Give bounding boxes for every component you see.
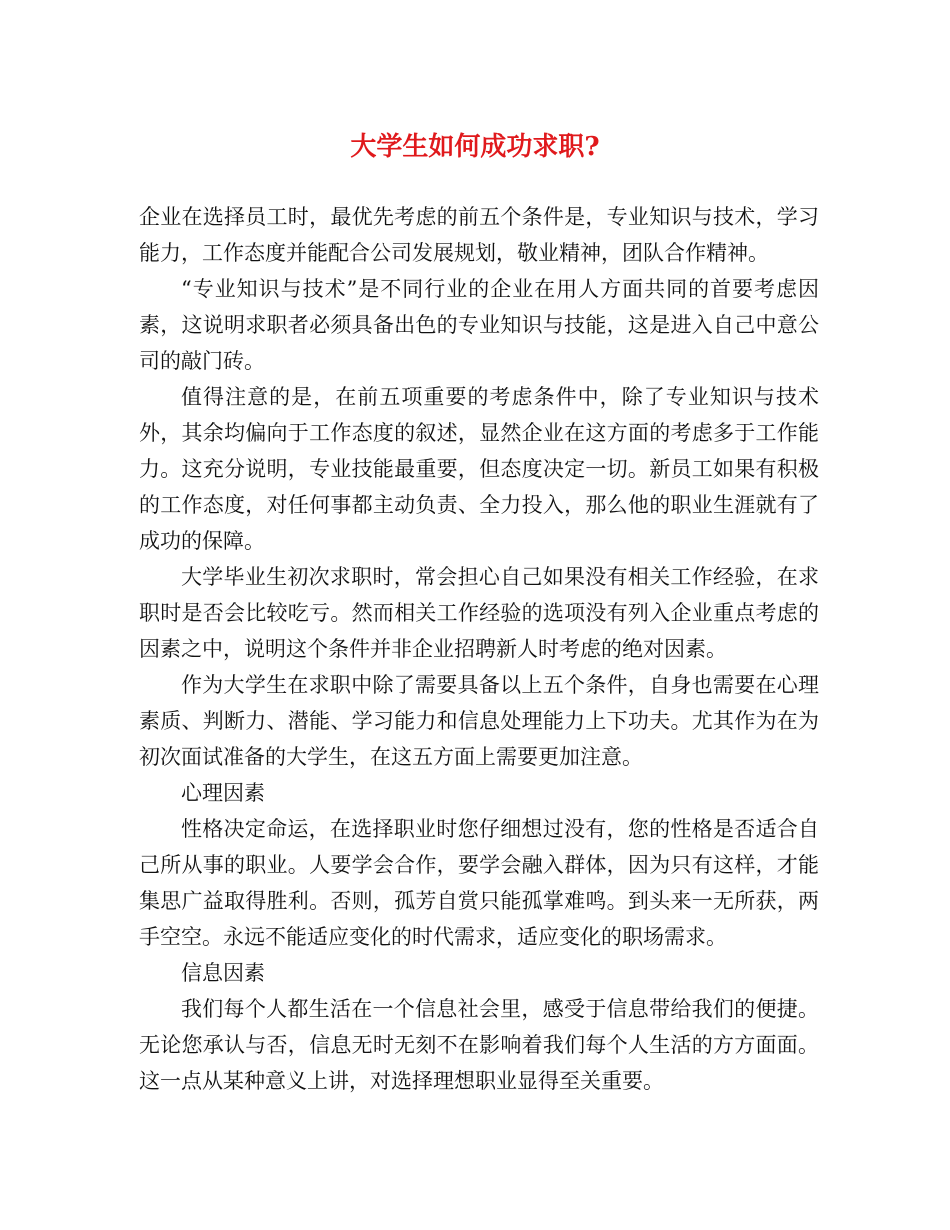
document-title: 大学生如何成功求职? [350,132,600,162]
paragraph-personality: 性格决定命运，在选择职业时您仔细想过没有，您的性格是否适合自己所从事的职业。人要学会合作，要学会融入群体，因为只有这样，才能集思广益取得胜利。否则，孤芳自赏只能孤掌难鸣。到头来一无所获，两手空空。永远不能适应变化的时代需求，适应变化的职场需求。 [139,817,819,949]
paragraph-professional-knowledge: “专业知识与技术”是不同行业的企业在用人方面共同的首要考虑因素，这说明求职者必须具备出色的专业知识与技能，这是进入自己中意公司的敲门砖。 [139,277,819,373]
paragraph-work-experience: 大学毕业生初次求职时，常会担心自己如果没有相关工作经验，在求职时是否会比较吃亏。然而相关工作经验的选项没有列入企业重点考虑的因素之中，说明这个条件并非企业招聘新人时考虑的绝对因素。 [139,565,819,661]
document-body [139,199,819,1099]
paragraph-work-attitude: 值得注意的是，在前五项重要的考虑条件中，除了专业知识与技术外，其余均偏向于工作态度的叙述，显然企业在这方面的考虑多于工作能力。这充分说明，专业技能最重要，但态度决定一切。新员工如果有积极的工作态度，对任何事都主动负责、全力投入，那么他的职业生涯就有了成功的保障。 [139,385,819,553]
paragraph-intro: 企业在选择员工时，最优先考虑的前五个条件是，专业知识与技术，学习能力，工作态度并能配合公司发展规划，敬业精神，团队合作精神。 [139,205,819,265]
paragraph-information-society: 我们每个人都生活在一个信息社会里，感受于信息带给我们的便捷。无论您承认与否，信息无时无刻不在影响着我们每个人生活的方方面面。这一点从某种意义上讲，对选择理想职业显得至关重要。 [139,997,819,1093]
paragraph-five-abilities: 作为大学生在求职中除了需要具备以上五个条件，自身也需要在心理素质、判断力、潜能、学习能力和信息处理能力上下功夫。尤其作为在为初次面试准备的大学生，在这五方面上需要更加注意。 [139,673,819,769]
section-heading-psychology: 心理因素 [181,781,265,805]
section-heading-information: 信息因素 [181,961,265,985]
